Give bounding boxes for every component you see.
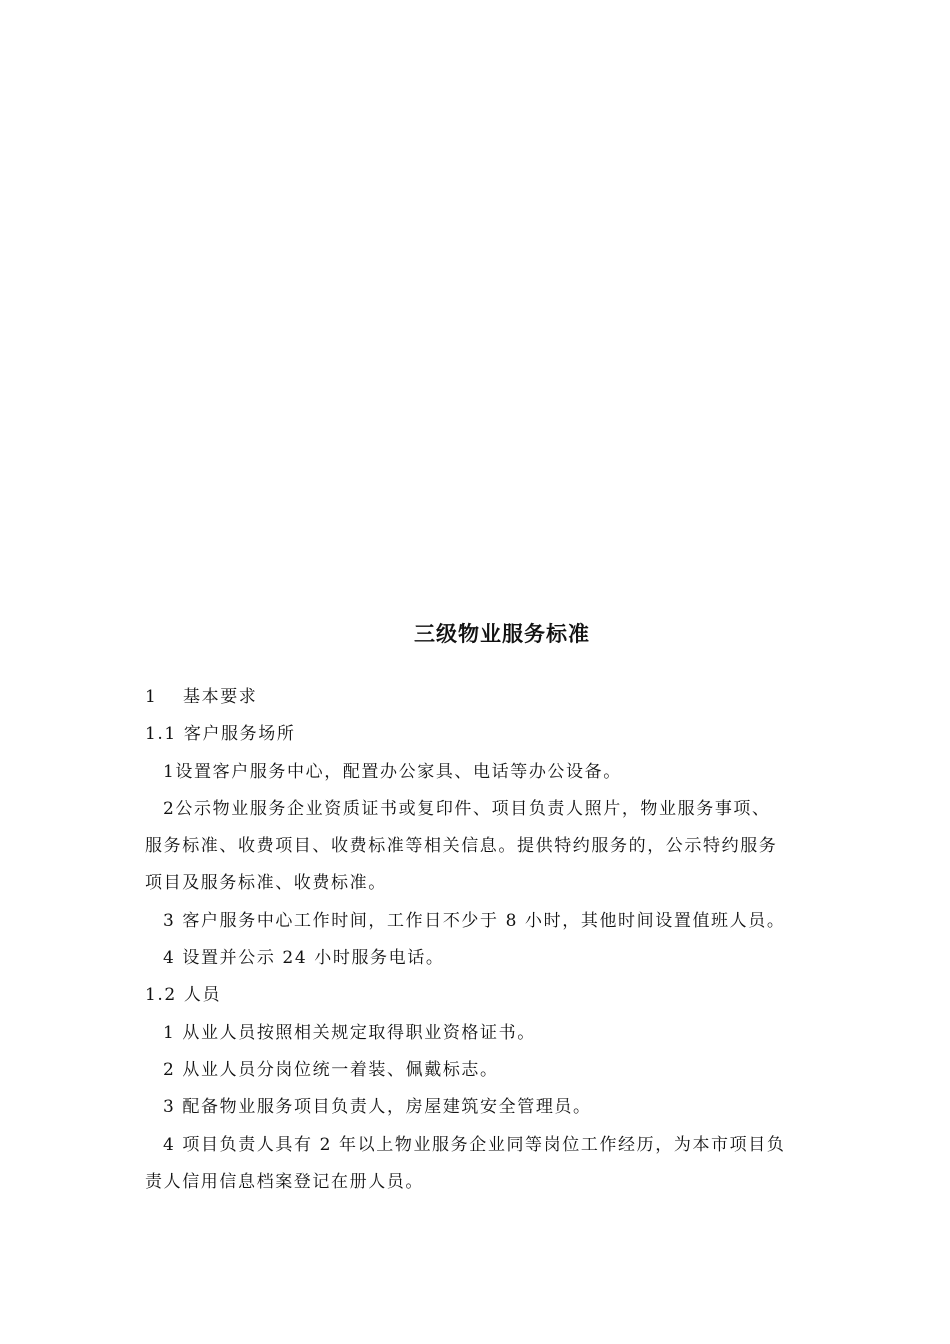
clause-1-2-2: 2 从业人员分岗位统一着装、佩戴标志。 — [163, 1059, 499, 1080]
section-heading-1 — [145, 679, 807, 716]
document-title: 三级物业服务标准 — [414, 622, 590, 646]
clause-1-1-4: 4 设置并公示 24 小时服务电话。 — [163, 948, 445, 969]
clause-1-1-3: 3 客户服务中心工作时间，工作日不少于 8 小时，其他时间设置值班人员。 — [163, 910, 786, 931]
clause-1-2-3: 3 配备物业服务项目负责人，房屋建筑安全管理员。 — [163, 1097, 592, 1118]
clause-1-2-1: 1 从业人员按照相关规定取得职业资格证书。 — [163, 1022, 536, 1043]
subsection-heading-1-2: 1.2 人员 — [145, 985, 222, 1006]
clause-1-1-1: 1设置客户服务中心，配置办公家具、电话等办公设备。 — [163, 761, 622, 782]
clause-1-2-4-line-2: 责人信用信息档案登记在册人员。 — [145, 1171, 424, 1192]
clause-1-1-2-line-3: 项目及服务标准、收费标准。 — [145, 873, 387, 894]
clause-1-1-2-line-1: 2公示物业服务企业资质证书或复印件、项目负责人照片，物业服务事项、 — [163, 798, 771, 819]
document-body — [145, 679, 807, 1201]
subsection-heading-1-1: 1.1 客户服务场所 — [145, 724, 296, 745]
section-title: 基本要求 — [183, 687, 258, 707]
clause-1-2-4-line-1: 4 项目负责人具有 2 年以上物业服务企业同等岗位工作经历，为本市项目负 — [163, 1134, 786, 1155]
clause-1-1-2-line-2: 服务标准、收费项目、收费标准等相关信息。提供特约服务的，公示特约服务 — [145, 836, 778, 857]
section-number: 1 — [145, 687, 158, 707]
